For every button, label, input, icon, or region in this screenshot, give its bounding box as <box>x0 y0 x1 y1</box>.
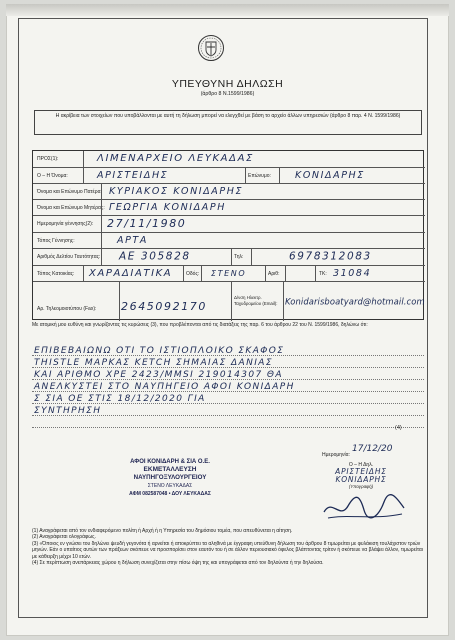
declaration-line: ΑΝΕΛΚΥΣΤΕΙ ΣΤΟ ΝΑΥΠΗΓΕΙΟ ΑΦΟΙ ΚΟΝΙΔΑΡΗ <box>32 380 424 392</box>
company-stamp <box>110 458 230 513</box>
stamp-company: ΑΦΟΙ ΚΟΝΙΔΑΡΗ & ΣΙΑ Ο.Ε. <box>130 459 210 465</box>
stamp-tax-id: ΑΦΜ 082587048 • ΔΟΥ ΛΕΥΚΑΔΑΣ <box>129 491 211 497</box>
scan-shadow <box>6 4 449 16</box>
statement-text: Με ατομική μου ευθύνη και γνωρίζοντας τις κυρώσεις (3), που προβλέπονται από τις διατάξεις της παρ. 6 του άρθρου 22 του Ν. 1599/1986, δηλώνω ότι: <box>32 322 368 328</box>
tel-label: Τηλ: <box>234 254 244 260</box>
mother-label: Όνομα και Επώνυμο Μητέρας: <box>37 204 105 211</box>
street-label: Οδός: <box>186 270 200 277</box>
father-label: Όνομα και Επώνυμο Πατέρα: <box>37 188 102 195</box>
fax-label: Αρ. Τηλεομοιοτύπου (Fax): <box>37 305 97 312</box>
signature-caption: (Υπογραφή) <box>348 484 374 489</box>
street-value: ΣΤΕΝΟ <box>211 268 247 278</box>
row-to <box>33 151 425 168</box>
accuracy-notice: Η ακρίβεια των στοιχείων που υποβάλλονται με αυτή τη δήλωση μπορεί να ελεγχθεί με βάση το αρχείο άλλων υπηρεσιών (άρθρο 8 παρ. 4 Ν. 1599/1986) <box>34 110 422 135</box>
row-birthdate <box>33 216 425 233</box>
email-value: Konidarisboatyard@hotmail.com <box>285 296 425 306</box>
declaration-line <box>32 416 424 428</box>
declaration-line: THISTLE ΜΑΡΚΑΣ KETCH ΣΗΜΑΙΑΣ ΔΑΝΙΑΣ <box>32 356 424 368</box>
document-title: ΥΠΕΥΘΥΝΗ ΔΗΛΩΣΗ <box>171 78 284 90</box>
footnote-marker: (4) <box>395 425 402 431</box>
surname-label: Επώνυμο: <box>248 172 271 179</box>
footnote-2: (2) Αναγράφεται ολογράφως. <box>32 534 96 541</box>
signer-role: Ο – Η Δηλ. <box>348 462 374 468</box>
date-value: 17/12/20 <box>352 444 393 454</box>
row-mother <box>33 200 425 216</box>
greek-emblem-icon <box>197 34 225 62</box>
fax-value: 2645092170 <box>121 299 207 313</box>
declaration-line: Σ ΣΙΑ ΟΕ ΣΤΙΣ 18/12/2020 ΓΙΑ <box>32 392 424 404</box>
footnote-1: (1) Αναγράφεται από τον ενδιαφερόμενο πολίτη ή Αρχή ή η Υπηρεσία του δημόσιου τομέα, που απευθύνεται η αίτηση. <box>32 528 293 534</box>
stamp-activity-2: ΝΑΥΠΗΓΟΞΥΛΟΥΡΓΕΙΟΥ <box>133 474 207 481</box>
id-label: Αριθμός Δελτίου Ταυτότητας: <box>37 254 101 260</box>
id-value: ΑΕ 305828 <box>119 250 191 263</box>
handwritten-signature <box>318 490 408 526</box>
surname-value: ΚΟΝΙΔΑΡΗΣ <box>295 169 365 181</box>
date-label: Ημερομηνία: <box>322 452 350 458</box>
document-subtitle: (άρθρο 8 Ν.1599/1986) <box>200 91 255 97</box>
signer-name-first: ΑΡΙΣΤΕΙΔΗΣ <box>335 467 387 476</box>
row-name <box>33 168 425 184</box>
tk-value: 31084 <box>333 267 372 279</box>
to-value: ΛΙΜΕΝΑΡΧΕΙΟ ΛΕΥΚΑΔΑΣ <box>97 152 254 164</box>
declaration-line: ΣΥΝΤΗΡΗΣΗ <box>32 404 424 416</box>
name-value: ΑΡΙΣΤΕΙΔΗΣ <box>97 169 169 181</box>
declaration-line: ΕΠΙΒΕΒΑΙΩΝΩ ΟΤΙ ΤΟ ΙΣΤΙΟΠΛΟΙΚΟ ΣΚΑΦΟΣ <box>32 344 424 356</box>
declarant-form <box>32 150 424 320</box>
father-value: ΚΥΡΙΑΚΟΣ ΚΟΝΙΔΑΡΗΣ <box>109 185 244 197</box>
birthplace-value: ΑΡΤΑ <box>117 234 148 246</box>
row-birthplace <box>33 233 425 249</box>
residence-value: ΧΑΡΑΔΙΑΤΙΚΑ <box>89 267 173 279</box>
residence-label: Τόπος Κατοικίας: <box>37 270 75 277</box>
signer-name-last: ΚΟΝΙΔΑΡΗΣ <box>335 475 387 484</box>
name-label: Ο – Η Όνομα: <box>37 172 68 179</box>
row-father <box>33 184 425 200</box>
declaration-lines <box>32 344 424 428</box>
footnotes <box>32 528 424 566</box>
declaration-line: ΚΑΙ ΑΡΙΘΜΟ XPE 2423/MMSI 219014307 ΘΑ <box>32 368 424 380</box>
birthplace-label: Τόπος Γέννησης: <box>37 237 75 244</box>
stamp-activity: ΕΚΜΕΤΑΛΛΕΥΣΗ <box>143 466 197 473</box>
footnote-3: (3) «Όποιος εν γνώσει του δηλώνει ψευδή γεγονότα ή αρνείται ή αποκρύπτει τα αληθινά με έγγραφη υπεύθυνη δήλωση του άρθρου 8 τιμωρείται με φυλάκιση τουλάχιστον τριών μηνών. Εάν ο υπαίτιος αυτών των πράξεων σκόπευε να προσπορίσει στον εαυτόν του ή σε άλλον περιουσιακό όφελος βλάπτοντας τρίτον ή σκόπευε να βλάψει άλλον, τιμωρείται με κάθειρξη μέχρι 10 ετών. <box>32 540 423 560</box>
stamp-location: ΣΤΕΝΟ ΛΕΥΚΑΔΑΣ <box>147 483 193 489</box>
email-label: Δ/νση Ηλεκτρ. Ταχυδρομείου (Email): <box>234 294 278 306</box>
mother-value: ΓΕΩΡΓΙΑ ΚΟΝΙΔΑΡΗ <box>109 201 226 213</box>
number-label: Αριθ: <box>268 270 280 277</box>
row-id-tel <box>33 249 425 266</box>
tel-value: 6978312083 <box>289 250 372 263</box>
birthdate-value: 27/11/1980 <box>107 216 187 230</box>
tk-label: ΤΚ: <box>319 270 327 277</box>
birthdate-label: Ημερομηνία γέννησης(2): <box>37 221 94 227</box>
footnote-4: (4) Σε περίπτωση ανεπάρκειας χώρου η δήλωση συνεχίζεται στην πίσω όψη της και υπογράφεται από τον δηλούντα ή την δηλούσα. <box>32 560 324 567</box>
row-residence <box>33 266 425 282</box>
row-fax-email <box>33 282 425 321</box>
signer-block <box>326 462 396 489</box>
to-label: ΠΡΟΣ(1): <box>37 156 59 162</box>
